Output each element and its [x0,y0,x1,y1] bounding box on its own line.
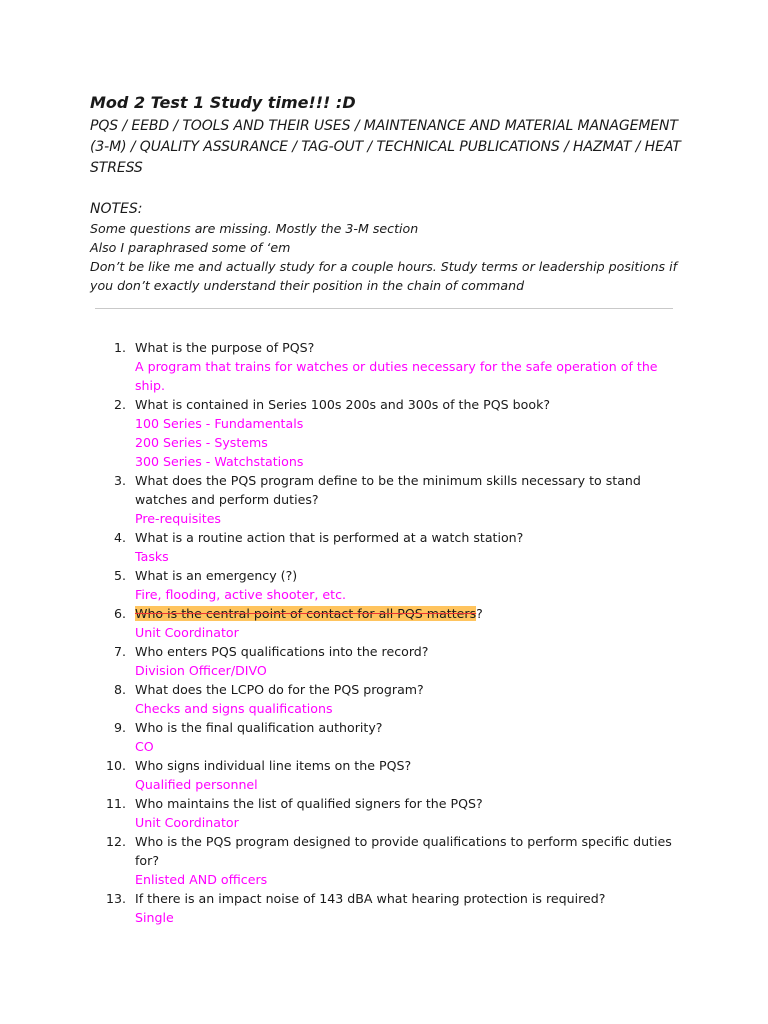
item-number: 12. [105,834,126,849]
list-item [100,794,680,832]
answer-text: Pre-requisites [135,511,221,526]
list-item [100,471,680,528]
answer-text: Unit Coordinator [135,625,239,640]
question-text: Who is the PQS program designed to provide qualifications to perform specific duties for? [135,834,672,868]
question-list [100,338,680,927]
answer-text: 200 Series - Systems [135,435,268,450]
topics-subtitle: PQS / EEBD / TOOLS AND THEIR USES / MAINTENANCE AND MATERIAL MANAGEMENT (3-M) / QUALITY ASSURANCE / TAG-OUT / TECHNICAL PUBLICATIONS / HAZMAT / HEAT STRESS [90,118,681,176]
list-item [100,756,680,794]
list-item [100,832,680,889]
header [90,92,690,295]
item-number: 13. [105,891,126,906]
answer-text: Enlisted AND officers [135,872,268,887]
list-item [100,604,680,642]
answer-text: Checks and signs qualifications [135,701,333,716]
question-text: What does the PQS program define to be the minimum skills necessary to stand watches and perform duties? [135,473,641,507]
answer-text: Unit Coordinator [135,815,239,830]
list-item [100,395,680,471]
item-number: 11. [105,796,126,811]
item-number: 6. [113,606,126,621]
question-text: Who enters PQS qualifications into the record? [135,644,429,659]
question-text: Who is the final qualification authority? [135,720,383,735]
list-item [100,528,680,566]
answer-text: A program that trains for watches or duties necessary for the safe operation of the ship. [135,359,658,393]
question-tail: ? [476,606,483,621]
list-item [100,718,680,756]
question-text: What is a routine action that is performed at a watch station? [135,530,524,545]
answer-text: CO [135,739,154,754]
item-number: 1. [113,340,126,355]
answer-text: Division Officer/DIVO [135,663,267,678]
question-text: What is an emergency (?) [135,568,298,583]
answer-text: 100 Series - Fundamentals [135,416,304,431]
answer-text: Fire, flooding, active shooter, etc. [135,587,347,602]
horizontal-divider [95,308,673,309]
item-number: 10. [105,758,126,773]
item-number: 2. [113,397,126,412]
list-item [100,889,680,927]
struck-question-text: Who is the central point of contact for all PQS matters [135,606,477,621]
note-line: Don’t be like me and actually study for a couple hours. Study terms or leadership positions if you don’t exactly understand their position in the chain of command [90,259,678,293]
item-number: 3. [113,473,126,488]
item-number: 4. [113,530,126,545]
list-item [100,680,680,718]
item-number: 8. [113,682,126,697]
question-text: Who signs individual line items on the PQS? [135,758,412,773]
question-text: What is the purpose of PQS? [135,340,315,355]
question-text: What is contained in Series 100s 200s and 300s of the PQS book? [135,397,551,412]
question-text: Who maintains the list of qualified signers for the PQS? [135,796,483,811]
answer-text: Tasks [135,549,169,564]
list-item [100,566,680,604]
page-title: Mod 2 Test 1 Study time!!! :D [90,93,356,112]
list-item [100,338,680,395]
question-text: If there is an impact noise of 143 dBA what hearing protection is required? [135,891,606,906]
answer-text: 300 Series - Watchstations [135,454,304,469]
answer-text: Qualified personnel [135,777,258,792]
note-line: Some questions are missing. Mostly the 3-M section [90,221,419,236]
item-number: 9. [113,720,126,735]
question-text [135,604,680,623]
item-number: 7. [113,644,126,659]
item-number: 5. [113,568,126,583]
question-text: What does the LCPO do for the PQS program? [135,682,424,697]
list-item [100,642,680,680]
note-line: Also I paraphrased some of ‘em [90,240,291,255]
notes-heading: NOTES: [90,201,143,217]
answer-text: Single [135,910,174,925]
